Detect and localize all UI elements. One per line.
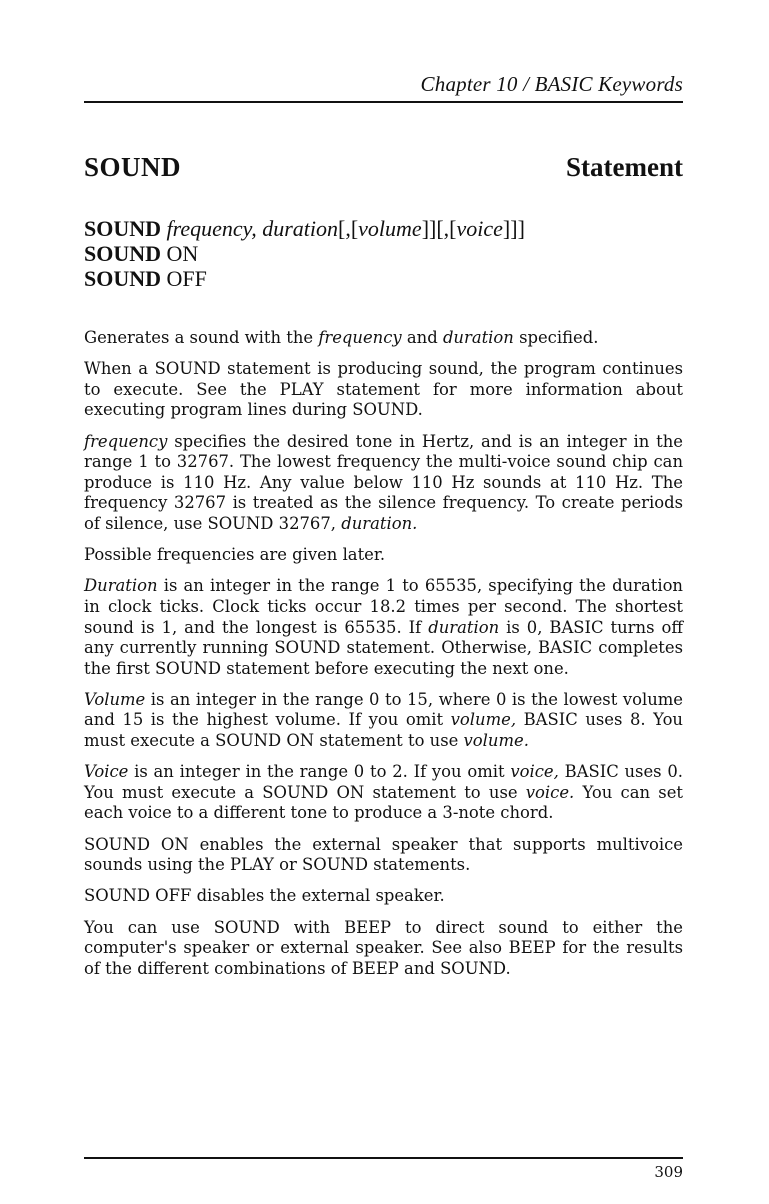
syntax-param-voice: voice (456, 216, 503, 241)
syntax-param-frequency: frequency, (166, 216, 257, 241)
paragraph-volume (84, 690, 683, 752)
paragraph-sound-on (84, 835, 683, 876)
paragraph-frequency (84, 432, 683, 535)
paragraph-voice (84, 762, 683, 824)
syntax-keyword: SOUND (84, 266, 167, 291)
text: SOUND ON enables the external speaker that supports multivoice sounds using the PLAY or SOUND statements. (84, 834, 683, 875)
syntax-param-volume: volume (358, 216, 422, 241)
term-duration: Duration (84, 576, 158, 596)
syntax-line-1 (84, 216, 683, 241)
syntax-arg-off: OFF (166, 266, 207, 291)
term-volume: Volume (84, 689, 146, 709)
term-duration: duration (428, 617, 500, 637)
footer-rule (84, 1157, 683, 1159)
text: Generates a sound with the (84, 328, 319, 347)
term-voice: voice, (510, 762, 559, 782)
text: Possible frequencies are given later. (84, 545, 386, 565)
syntax-keyword: SOUND (84, 216, 167, 241)
term-volume: volume, (450, 710, 517, 730)
text: specifies the desired tone in Hertz, and is an integer in the range 1 to 32767. The lowest frequency the multi-voice sound chip can produce is 110 Hz. Any value below 110 Hz sounds at 110 Hz. The frequency 32767 is treated as the silence frequency. To create periods of silence, use SOUND 32767, (84, 431, 683, 533)
text: You can set each voice to a different tone to produce a 3-note chord. (84, 782, 683, 823)
term-frequency: frequency (318, 328, 402, 347)
term-voice: Voice (84, 762, 129, 782)
text: is an integer in the range 1 to 65535, specifying the duration in clock ticks. Clock ticks occur 18.2 times per second. The shortest sound is 1, and the longest is 65535. If (84, 576, 683, 637)
running-header: Chapter 10 / BASIC Keywords (420, 72, 683, 96)
paragraph-execution (84, 359, 683, 421)
text: is 0, BASIC turns off any currently running SOUND statement. Otherwise, BASIC completes the first SOUND statement before executing the next one. (84, 617, 683, 678)
paragraph-beep (84, 918, 683, 980)
term-duration: duration. (341, 513, 418, 533)
syntax-param-duration: duration (262, 216, 339, 241)
text: is an integer in the range 0 to 2. If you omit (128, 762, 511, 782)
paragraph-duration (84, 576, 683, 679)
term-voice: voice. (525, 782, 575, 802)
paragraph-possible-frequencies (84, 545, 683, 566)
text: BASIC uses 0. You must execute a SOUND ON statement to use (84, 762, 683, 802)
entry-title-row (84, 152, 683, 186)
keyword-title: SOUND (84, 152, 182, 182)
text: BASIC uses 8. You must execute a SOUND ON statement to use (84, 710, 683, 751)
syntax-line-3 (84, 266, 683, 291)
syntax-keyword: SOUND (84, 241, 167, 266)
text: When a SOUND statement is producing sound, the program continues to execute. See the PLAY statement for more information about executing program lines during SOUND. (84, 359, 683, 420)
header-rule (84, 101, 683, 103)
syntax-line-2 (84, 241, 683, 266)
text: is an integer in the range 0 to 15, where 0 is the lowest volume and 15 is the highest volume. If you omit (84, 689, 683, 730)
paragraph-sound-off (84, 886, 683, 907)
keyword-type: Statement (566, 152, 683, 182)
page-number: 309 (654, 1163, 683, 1181)
syntax-block (84, 216, 683, 291)
paragraph-summary (84, 328, 683, 349)
syntax-arg-on: ON (166, 241, 199, 266)
text: specified. (513, 328, 599, 347)
text: You can use SOUND with BEEP to direct sound to either the computer's speaker or external speaker. See also BEEP for the results of the different combinations of BEEP and SOUND. (84, 917, 683, 978)
syntax-bracket-3: ]]] (502, 216, 525, 241)
text: SOUND OFF disables the external speaker. (84, 886, 445, 906)
term-duration: duration (442, 328, 514, 347)
syntax-bracket-2: ]][,[ (421, 216, 457, 241)
text: and (401, 328, 443, 347)
term-frequency: frequency (84, 431, 168, 451)
syntax-bracket-1: [,[ (338, 216, 359, 241)
description-body (84, 328, 683, 990)
term-volume: volume. (463, 731, 529, 751)
